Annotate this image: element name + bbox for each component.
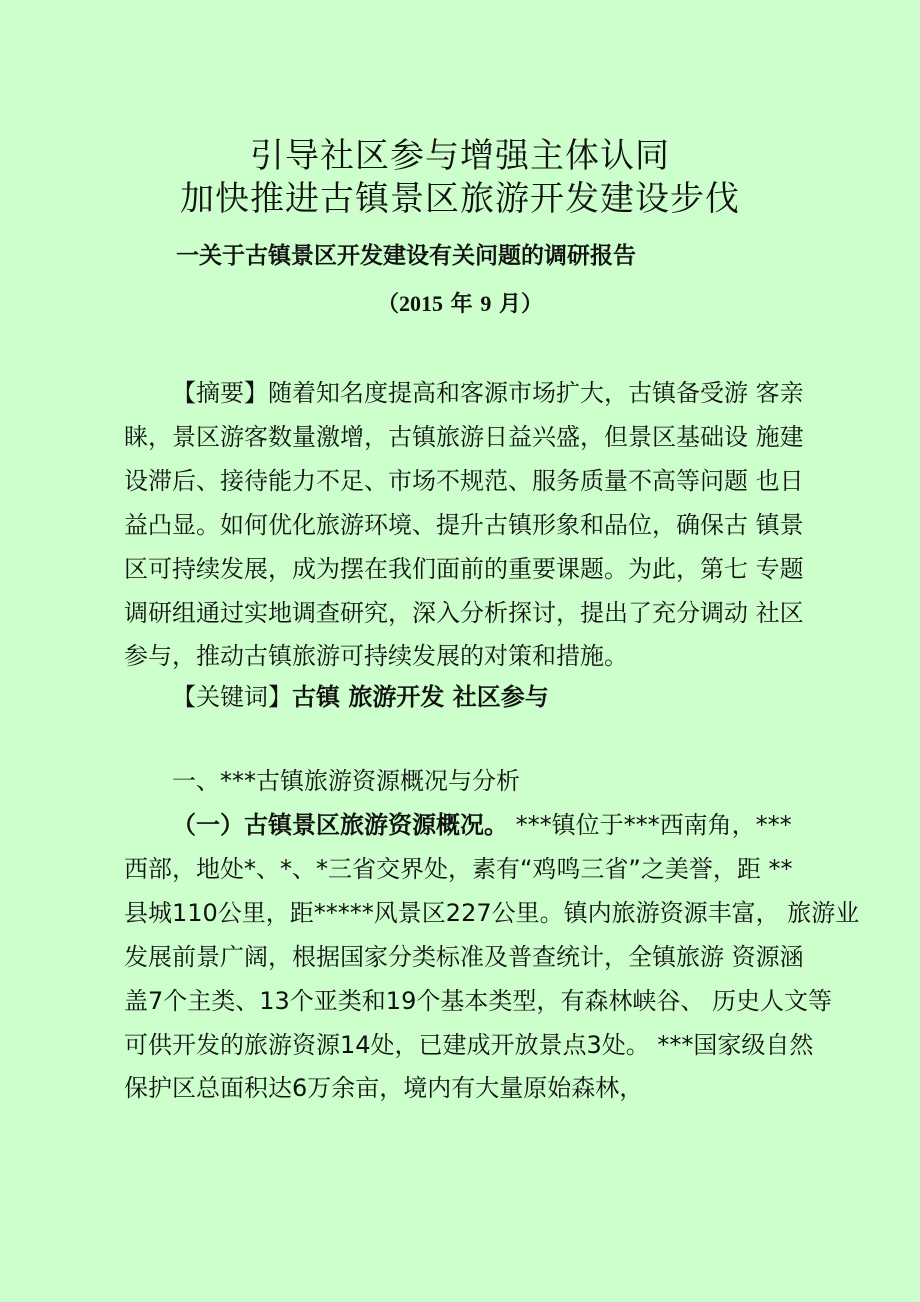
date-year: 2015 <box>399 291 443 316</box>
date-open-paren: （ <box>376 292 399 317</box>
report-date <box>0 288 920 321</box>
keywords-label: 【关键词】 <box>172 683 292 711</box>
abstract-line-6: 调研组通过实地调查研究，深入分析探讨，提出了充分调动 社区 <box>124 599 804 627</box>
title-line-2: 加快推进古镇景区旅游开发建设步伐 <box>180 179 740 219</box>
subsection-1-heading: （一）古镇景区旅游资源概况。 <box>172 811 508 839</box>
date-month: 9 <box>480 291 492 316</box>
subsection-1-first-line <box>172 808 792 842</box>
subsection-1-first-line-rest: ***镇位于***西南角，*** <box>508 811 792 839</box>
subsection-1-line-5: 盖7个主类、13个亚类和19个基本类型，有森林峡谷、 历史人文等 <box>124 987 832 1015</box>
abstract-line-7: 参与，推动古镇旅游可持续发展的对策和措施。 <box>124 642 628 670</box>
subsection-1-line-4: 发展前景广阔，根据国家分类标准及普查统计，全镇旅游 资源涵 <box>124 943 804 971</box>
keywords-terms: 古镇 旅游开发 社区参与 <box>292 683 549 711</box>
abstract-line-5: 区可持续发展，成为摆在我们面前的重要课题。为此，第七 专题 <box>124 555 804 583</box>
subtitle: 一关于古镇景区开发建设有关问题的调研报告 <box>176 243 636 269</box>
abstract-line-4: 益凸显。如何优化旅游环境、提升古镇形象和品位，确保古 镇景 <box>124 511 804 539</box>
section-1-heading: 一、***古镇旅游资源概况与分析 <box>172 767 520 795</box>
subsection-1-line-2: 西部，地处*、*、*三省交界处，素有“鸡鸣三省”之美誉，距 ** <box>124 855 793 883</box>
abstract-line-3: 设滞后、接待能力不足、市场不规范、服务质量不高等问题 也日 <box>124 467 804 495</box>
title-line-1: 引导社区参与增强主体认同 <box>250 136 670 176</box>
subsection-1-line-7: 保护区总面积达6万余亩，境内有大量原始森林， <box>124 1074 644 1102</box>
date-month-unit: 月） <box>491 292 543 317</box>
date-year-unit: 年 <box>443 292 481 317</box>
subsection-1-line-6: 可供开发的旅游资源14处，已建成开放景点3处。 ***国家级自然 <box>124 1031 814 1059</box>
abstract-line-1: 【摘要】随着知名度提高和客源市场扩大，古镇备受游 客亲 <box>172 379 804 407</box>
subsection-1-line-3: 县城110公里，距*****风景区227公里。镇内旅游资源丰富， 旅游业 <box>124 899 860 927</box>
abstract-line-2: 睐，景区游客数量激增，古镇旅游日益兴盛，但景区基础设 施建 <box>124 423 804 451</box>
keywords-line <box>172 680 549 714</box>
